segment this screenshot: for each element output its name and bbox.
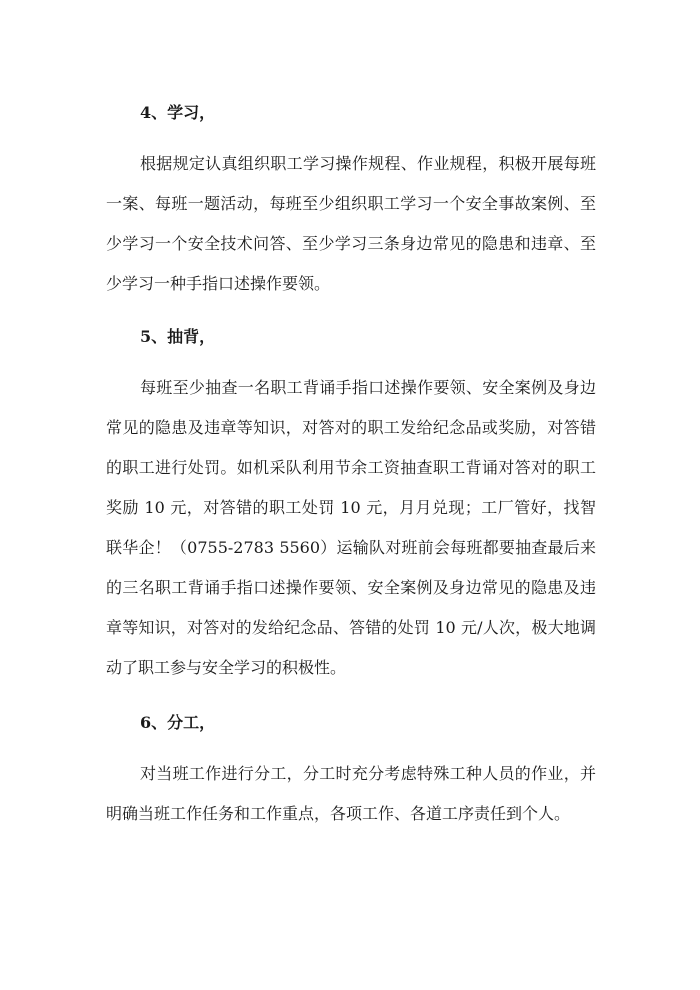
section-body-division: 对当班工作进行分工，分工时充分考虑特殊工种人员的作业，并明确当班工作任务和工作重点，各项工作、各道工序责任到个人。	[106, 764, 596, 823]
section-heading-study: 4、学习，	[140, 103, 216, 122]
section-body-recite: 每班至少抽查一名职工背诵手指口述操作要领、安全案例及身边常见的隐患及违章等知识，对答对的职工发给纪念品或奖励，对答错的职工进行处罚。如机采队利用节余工资抽查职工背诵对答对的职工奖励 10 元，对答错的职工处罚 10 元，月月兑现；工厂管好，找智联华企！（0755-2783 5560）运输队对班前会每班都要抽查最后来的三名职工背诵手指口述操作要领、安全案例及身边常见的隐患及违章等知识，对答对的发给纪念品、答错的处罚 10 元/人次，极大地调动了职工参与安全学习的积极性。	[106, 378, 596, 677]
section-body-study: 根据规定认真组织职工学习操作规程、作业规程，积极开展每班一案、每班一题活动，每班至少组织职工学习一个安全事故案例、至少学习一个安全技术问答、至少学习三条身边常见的隐患和违章、至少学习一种手指口述操作要领。	[106, 154, 596, 293]
document-body	[106, 96, 596, 834]
section-heading-recite: 5、抽背，	[140, 327, 216, 346]
section-heading-division: 6、分工，	[140, 713, 216, 732]
